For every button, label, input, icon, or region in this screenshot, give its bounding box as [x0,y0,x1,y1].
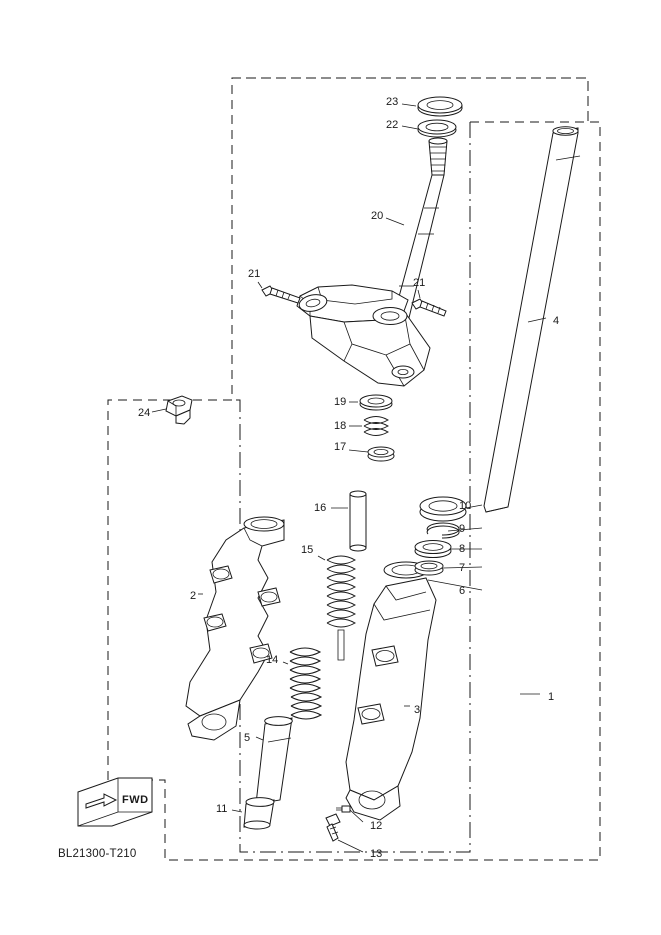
callout-3: 3 [414,704,421,716]
part-21-pinch-bolt-right [412,290,446,316]
fwd-label: FWD [122,794,149,806]
callout-23: 23 [386,96,399,108]
part-23-upper-bearing [418,97,462,116]
callout-22: 22 [386,119,399,131]
callout-15: 15 [301,544,314,556]
drawing-part-code: BL21300-T210 [58,848,137,860]
part-18-small-spring [349,417,388,436]
part-7-guide-bushing [415,561,482,575]
part-14-fork-spring [283,648,321,719]
callout-8: 8 [459,543,466,555]
part-20-lead [386,218,404,225]
callout-10: 10 [459,500,472,512]
part-24-cable-guide [152,396,192,424]
part-17-oil-seal [349,447,394,461]
callout-7: 7 [459,562,466,574]
part-8-slide-washer [415,541,482,558]
part-22-23-leads [402,104,418,129]
part-9-snap-ring [427,523,482,538]
part-11-fork-end-cap [232,798,274,829]
callout-13: 13 [370,848,383,860]
part-10-oil-seal [420,497,482,521]
part-5-inner-tube [256,717,292,804]
callout-21-right: 21 [413,277,426,289]
callout-1: 1 [548,691,555,703]
part-19-washer [349,395,392,410]
part-21-pinch-bolt-left [258,282,300,303]
callout-21-left: 21 [248,268,261,280]
callout-12: 12 [370,820,383,832]
group-boundary-upper [232,78,588,122]
callout-9: 9 [459,523,466,535]
callout-14: 14 [266,654,279,666]
callout-20: 20 [371,210,384,222]
callout-16: 16 [314,502,327,514]
callout-4: 4 [553,315,560,327]
part-16-damper-rod [331,491,366,551]
callout-11: 11 [216,803,228,815]
part-22-bearing-race [418,120,456,137]
part-4-inner-fork-tube [484,127,580,512]
callout-18: 18 [334,420,347,432]
callout-17: 17 [334,441,347,453]
callout-6: 6 [459,585,466,597]
callout-5: 5 [244,732,251,744]
part-3-right-outer-tube [346,562,436,820]
part-6-piston-ring-lead [428,580,482,590]
part-13-axle-pinch-bolt [326,814,363,852]
callout-19: 19 [334,396,347,408]
callout-24: 24 [138,407,151,419]
part-2-left-outer-tube [186,517,284,740]
part-15-rebound-spring [318,556,355,660]
callout-2: 2 [190,590,197,602]
